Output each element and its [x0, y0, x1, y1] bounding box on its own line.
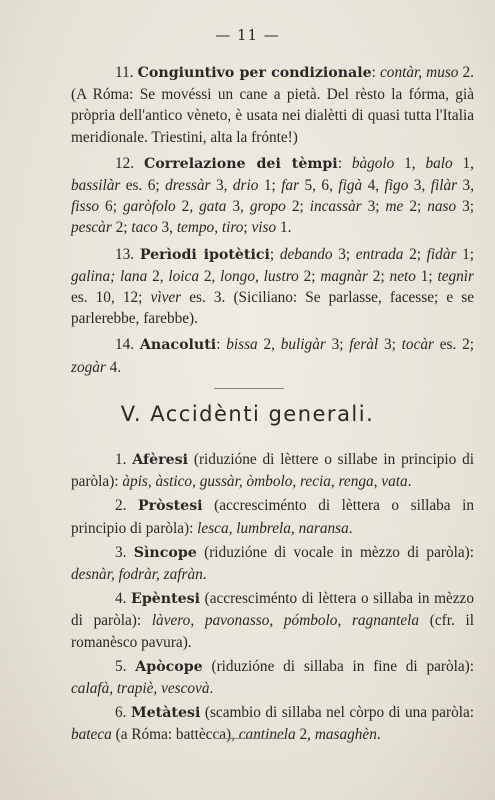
italic-word: drio	[232, 177, 259, 195]
paragraph-text: :	[337, 154, 352, 172]
paragraph-text: 3,	[226, 198, 250, 216]
paragraph-text: 1,	[394, 154, 426, 172]
paragraph	[71, 334, 474, 377]
italic-word: loica	[168, 267, 199, 285]
italic-word: garòfolo	[122, 198, 176, 216]
italic-word: gata	[199, 198, 227, 216]
italic-word: neto	[389, 267, 416, 285]
paragraph-text: 2,	[175, 198, 200, 216]
paragraph-text: 3;	[361, 198, 386, 216]
paragraph-text: :	[371, 64, 380, 81]
page-number: — 11 —	[215, 26, 280, 44]
paragraph-term: Sìncope	[133, 544, 197, 561]
paragraph-text: 1;	[258, 177, 282, 195]
paragraph-text: 2;	[285, 198, 310, 216]
italic-word: entrada	[355, 245, 404, 263]
paragraph-text: 3;	[325, 336, 350, 354]
paragraph-text: 3;	[378, 336, 402, 354]
divider-bottom	[214, 738, 284, 739]
paragraph-text: 2. (A Róma: Se movéssi un cane a pietà. Del rèsto la fórma, già pròpria dell'antico vèneto, è usata nei dialètti di quasi tutta l'Italia meridionale. Triestini, alta la frónte!)	[71, 64, 475, 146]
paragraph-text: 1.	[276, 219, 292, 237]
paragraph-text: 3,	[210, 177, 233, 195]
paragraph	[71, 153, 474, 239]
paragraph-text: (accresciménto di lèttera o sillaba in mèzzo di paròla):	[71, 590, 474, 630]
bottom-paragraphs	[71, 449, 474, 746]
paragraph-number: 12.	[115, 154, 144, 172]
paragraph-text: 4,	[362, 177, 385, 195]
italic-word: calafà, trapiè, vescovà	[71, 680, 210, 698]
paragraph-term: Apòcope	[135, 658, 203, 675]
italic-word: figo	[384, 177, 409, 195]
paragraph-text: 6;	[99, 198, 123, 216]
italic-word: figà	[338, 177, 363, 195]
paragraph-text: 4.	[105, 358, 122, 376]
paragraph-text: (riduzióne di sillaba in fine di paròla):	[202, 657, 475, 675]
paragraph-text: 2,	[198, 267, 221, 285]
italic-word: feràl	[349, 336, 379, 354]
paragraph	[71, 62, 474, 148]
paragraph-text: (accresciménto di lèttera o sillaba in principio di paròla):	[71, 497, 474, 537]
paragraph-term: Correlazione dei tèmpi	[143, 155, 338, 172]
paragraph-term: Metàtesi	[130, 705, 201, 722]
paragraph-text: 2;	[403, 245, 427, 263]
paragraph	[71, 495, 474, 538]
italic-word: naso	[427, 198, 457, 216]
paragraph-number: 2.	[115, 497, 139, 515]
paragraph-text: 2;	[367, 267, 390, 285]
paragraph-number: 13.	[115, 245, 140, 263]
paragraph-text: (scambio di sillaba nel còrpo di una paròla:	[200, 704, 475, 722]
italic-word: tocàr	[401, 336, 434, 354]
paragraph-text: es. 2;	[433, 336, 475, 354]
paragraph-text: 2;	[298, 267, 321, 285]
paragraph-text: 1;	[456, 245, 475, 263]
paragraph-text: 2,	[147, 267, 169, 285]
paragraph	[71, 449, 474, 492]
italic-word: bassilàr	[71, 177, 121, 195]
italic-word: tempo, tiro	[176, 219, 244, 237]
italic-word: desnàr, fodràr, zafràn	[71, 566, 203, 584]
paragraph	[71, 244, 474, 330]
italic-word: fisso	[71, 198, 100, 216]
italic-word: debando	[279, 245, 333, 263]
italic-word: contàr, muso	[380, 64, 459, 81]
italic-word: bàgolo	[351, 154, 395, 172]
paragraph-text: .	[202, 566, 207, 584]
paragraph-number: 3.	[115, 543, 134, 561]
italic-word: fidàr	[426, 245, 457, 263]
paragraph-number: 6.	[115, 704, 131, 722]
paragraph-text: .	[348, 519, 353, 537]
italic-word: zogàr	[71, 358, 106, 376]
paragraph-text: 2,	[257, 336, 281, 354]
paragraph-text: .	[209, 680, 214, 698]
paragraph-term: Epèntesi	[131, 591, 201, 608]
paragraph-text: :	[216, 336, 227, 354]
paragraph-text: (riduzióne di vocale in mèzzo di paròla):	[196, 543, 474, 561]
italic-word: balo	[425, 154, 453, 172]
paragraph-number: 4.	[115, 590, 132, 608]
italic-word: filàr	[430, 177, 458, 195]
paragraph-text: ;	[243, 219, 252, 237]
top-paragraphs	[71, 62, 474, 378]
italic-word: gropo	[249, 198, 286, 216]
italic-word: bissa	[226, 336, 258, 354]
paragraph-text: 2,	[295, 726, 315, 744]
italic-word: incassàr	[309, 198, 362, 216]
section-heading: V. Accidènti generali.	[120, 402, 375, 426]
italic-word: làvero, pavonasso, pómbolo, ragnantela	[151, 612, 420, 630]
paragraph-text: 5, 6,	[299, 177, 339, 195]
paragraph-number: 5.	[115, 657, 136, 675]
italic-word: dressàr	[165, 177, 211, 195]
italic-word: longo, lustro	[220, 267, 299, 285]
paragraph-text: 3,	[408, 177, 431, 195]
paragraph-text: es. 6;	[120, 177, 166, 195]
paragraph-term: Congiuntivo per condizionale	[137, 65, 372, 81]
paragraph-text: ;	[269, 245, 280, 263]
paragraph-text: 3,	[457, 177, 475, 195]
italic-word: galina; lana	[71, 267, 148, 285]
paragraph-text: es. 10, 12;	[71, 289, 151, 307]
paragraph-text: 3;	[456, 198, 475, 216]
italic-word: viso	[251, 219, 277, 237]
paragraph-text: (cfr. il romanèsco pavura).	[71, 612, 474, 651]
italic-word: cantinela	[238, 726, 296, 744]
paragraph-text: 2;	[111, 219, 132, 237]
italic-word: pescàr	[71, 219, 112, 237]
italic-word: tegnìr	[437, 267, 475, 285]
divider-top	[214, 388, 284, 389]
paragraph-number: 14.	[115, 336, 140, 354]
paragraph	[71, 656, 474, 699]
paragraph	[71, 542, 474, 585]
paragraph-number: 1.	[115, 451, 133, 468]
italic-word: buligàr	[280, 336, 326, 354]
paragraph-text: .	[407, 473, 412, 491]
paragraph	[71, 588, 474, 653]
paragraph	[71, 702, 474, 745]
paragraph-text: (riduzióne di lèttere o sillabe in principio di paròla):	[71, 451, 475, 491]
paragraph-text: 1,	[452, 154, 475, 172]
paragraph-text: 2;	[403, 198, 428, 216]
italic-word: bateca	[71, 726, 112, 744]
paragraph-term: Anacoluti	[139, 337, 217, 354]
italic-word: taco	[131, 219, 158, 237]
italic-word: vìver	[150, 289, 182, 307]
italic-word: magnàr	[320, 267, 368, 285]
paragraph-text: 3;	[332, 245, 356, 263]
italic-word: lesca, lumbrela, naransa	[197, 519, 349, 537]
paragraph-term: Pròstesi	[138, 498, 203, 515]
paragraph-text: es. 3. (Siciliano: Se parlasse, facesse; e se parlerebbe, farebbe).	[71, 289, 474, 328]
paragraph-text: 3,	[157, 219, 177, 237]
italic-word: me	[385, 198, 404, 216]
paragraph-term: Afèresi	[132, 452, 189, 468]
paragraph-text: (a Róma: battècca),	[111, 726, 239, 744]
paragraph-text: .	[376, 726, 381, 744]
italic-word: àpis, àstico, gussàr, òmbolo, recia, renga, vata	[122, 473, 408, 491]
paragraph-term: Perìodi ipotètici	[139, 246, 270, 263]
paragraph-text: 1;	[415, 267, 438, 285]
italic-word: far	[281, 177, 300, 195]
paragraph-number: 11.	[115, 64, 138, 81]
italic-word: masaghèn	[314, 726, 377, 744]
